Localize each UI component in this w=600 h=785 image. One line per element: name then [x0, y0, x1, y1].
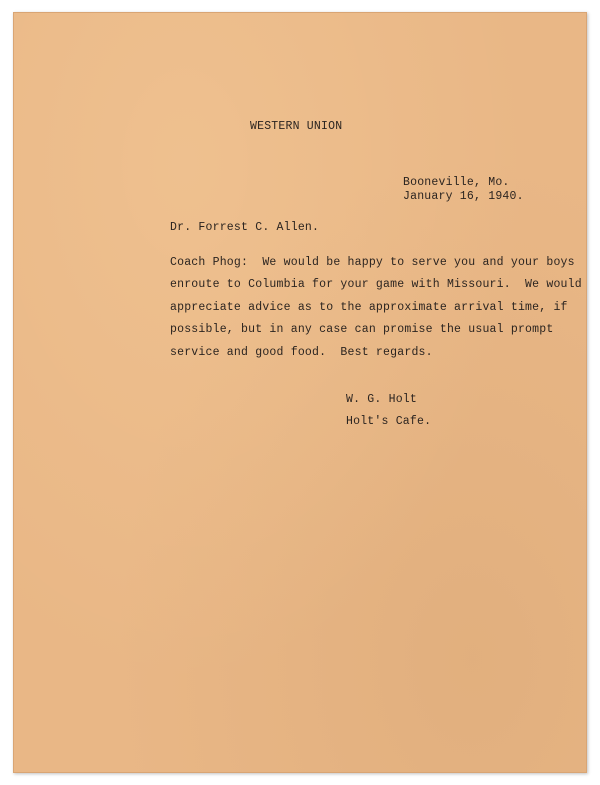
letter-date: January 16, 1940.: [403, 190, 524, 203]
addressee: Dr. Forrest C. Allen.: [170, 221, 320, 234]
body-line: possible, but in any case can promise the usual prompt: [170, 323, 554, 336]
sender-location: Booneville, Mo.: [403, 176, 510, 189]
body-line: enroute to Columbia for your game with Missouri. We would: [170, 278, 582, 291]
body-line: appreciate advice as to the approximate arrival time, if: [170, 301, 568, 314]
letter-page: [13, 12, 587, 773]
letter-heading: WESTERN UNION: [250, 120, 343, 133]
signature-business: Holt's Cafe.: [346, 415, 432, 428]
body-line: service and good food. Best regards.: [170, 346, 433, 359]
body-line: Coach Phog: We would be happy to serve you and your boys: [170, 256, 575, 269]
signature-name: W. G. Holt: [346, 393, 418, 406]
